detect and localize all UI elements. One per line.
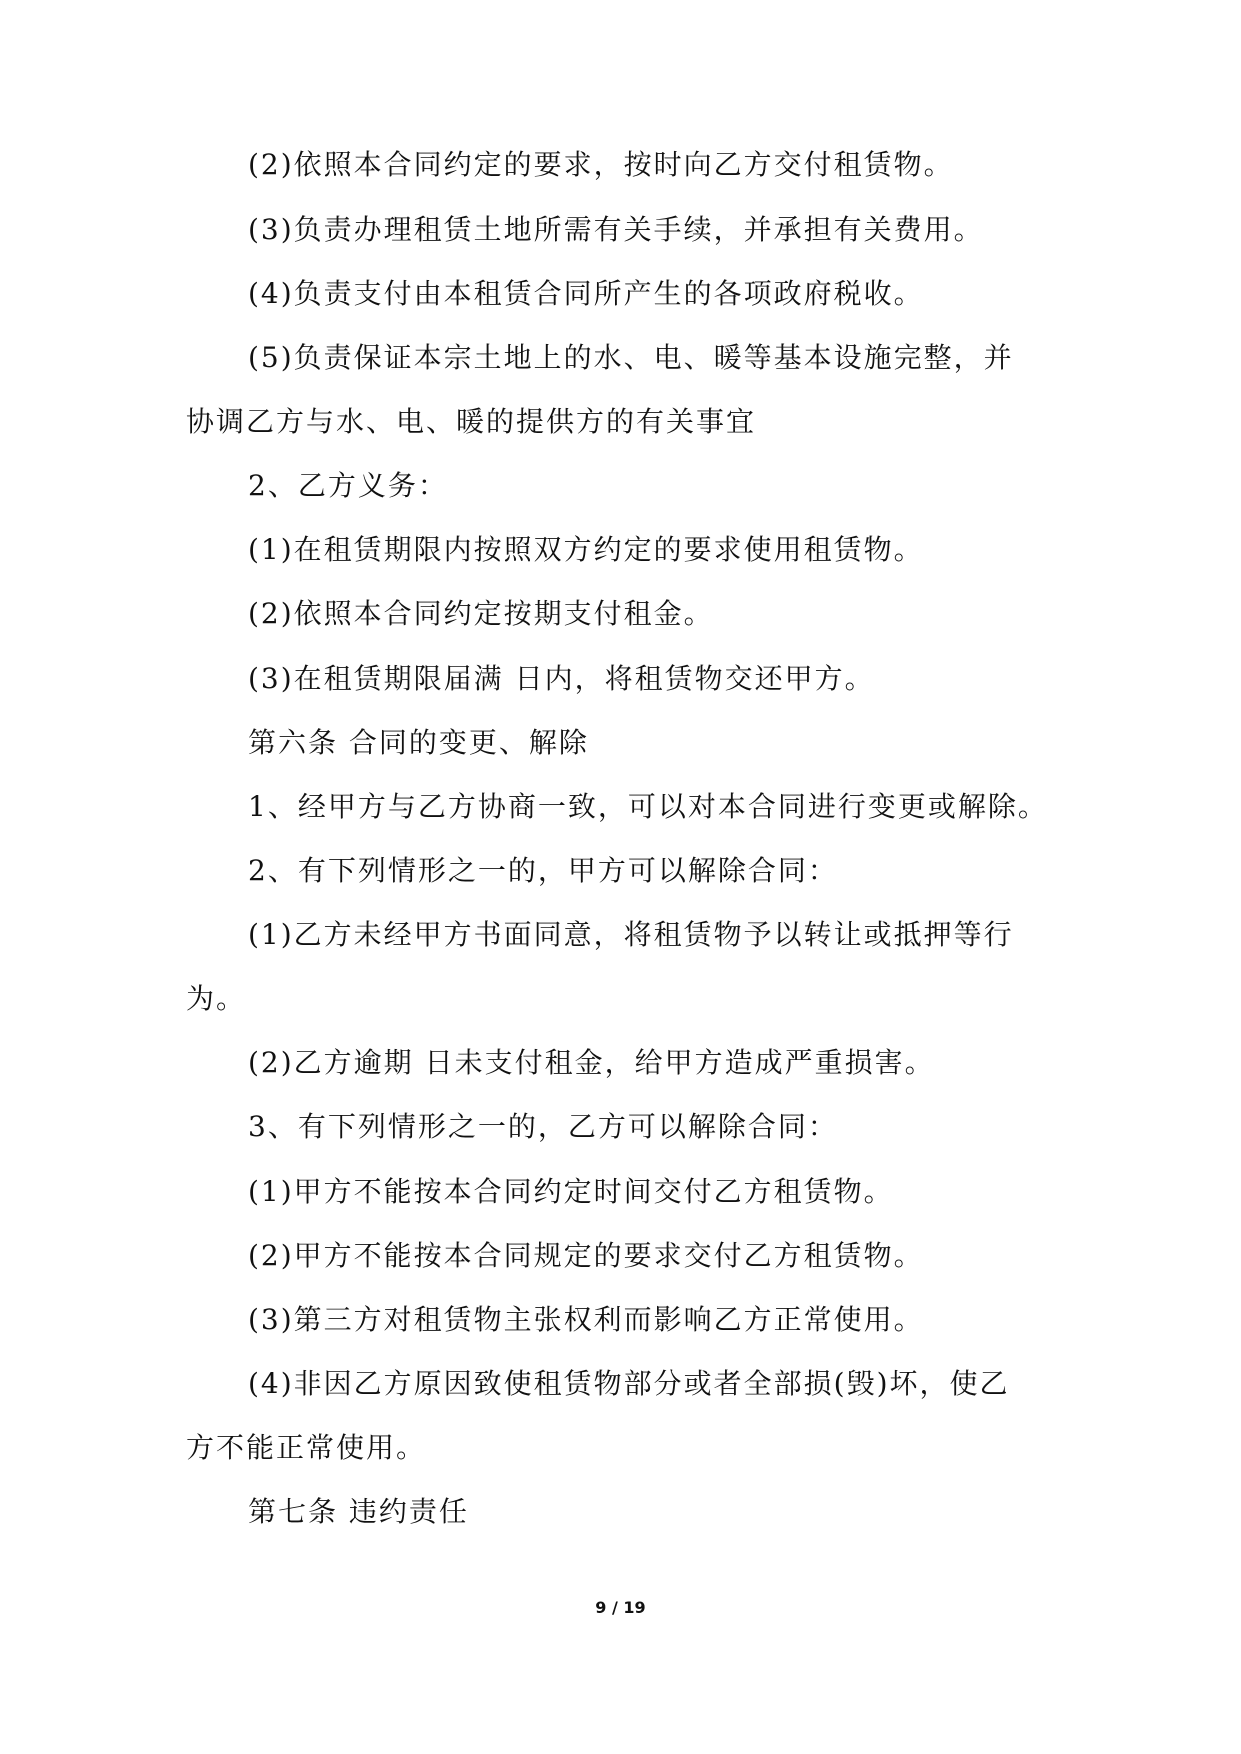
text-line: 方不能正常使用。: [186, 1431, 427, 1464]
text-line: (2)甲方不能按本合同规定的要求交付乙方租赁物。: [248, 1239, 924, 1272]
text-line: 2、有下列情形之一的，甲方可以解除合同：: [248, 854, 838, 887]
section-heading: 第六条 合同的变更、解除: [248, 726, 589, 759]
text-line: (1)甲方不能按本合同约定时间交付乙方租赁物。: [248, 1175, 894, 1208]
text-line: (1)乙方未经甲方书面同意，将租赁物予以转让或抵押等行: [248, 918, 1014, 951]
text-line: 协调乙方与水、电、暖的提供方的有关事宜: [186, 405, 757, 438]
page-number: 9 / 19: [595, 1598, 646, 1617]
text-line: 1、经甲方与乙方协商一致，可以对本合同进行变更或解除。: [248, 790, 1048, 823]
text-line: (3)第三方对租赁物主张权利而影响乙方正常使用。: [248, 1303, 924, 1336]
text-line: (1)在租赁期限内按照双方约定的要求使用租赁物。: [248, 533, 924, 566]
text-line: 3、有下列情形之一的，乙方可以解除合同：: [248, 1110, 838, 1143]
text-line: (4)非因乙方原因致使租赁物部分或者全部损(毁)坏，使乙: [248, 1367, 1010, 1400]
text-line: (3)在租赁期限届满 日内，将租赁物交还甲方。: [248, 662, 875, 695]
text-line: (3)负责办理租赁土地所需有关手续，并承担有关费用。: [248, 213, 984, 246]
text-line: 2、乙方义务：: [248, 469, 448, 502]
text-line: (4)负责支付由本租赁合同所产生的各项政府税收。: [248, 277, 924, 310]
text-line: (2)依照本合同约定按期支付租金。: [248, 597, 714, 630]
text-line: 为。: [186, 982, 247, 1015]
text-line: (5)负责保证本宗土地上的水、电、暖等基本设施完整，并: [248, 341, 1014, 374]
text-line: (2)依照本合同约定的要求，按时向乙方交付租赁物。: [248, 148, 954, 181]
text-line: (2)乙方逾期 日未支付租金，给甲方造成严重损害。: [248, 1046, 935, 1079]
section-heading: 第七条 违约责任: [248, 1495, 469, 1528]
